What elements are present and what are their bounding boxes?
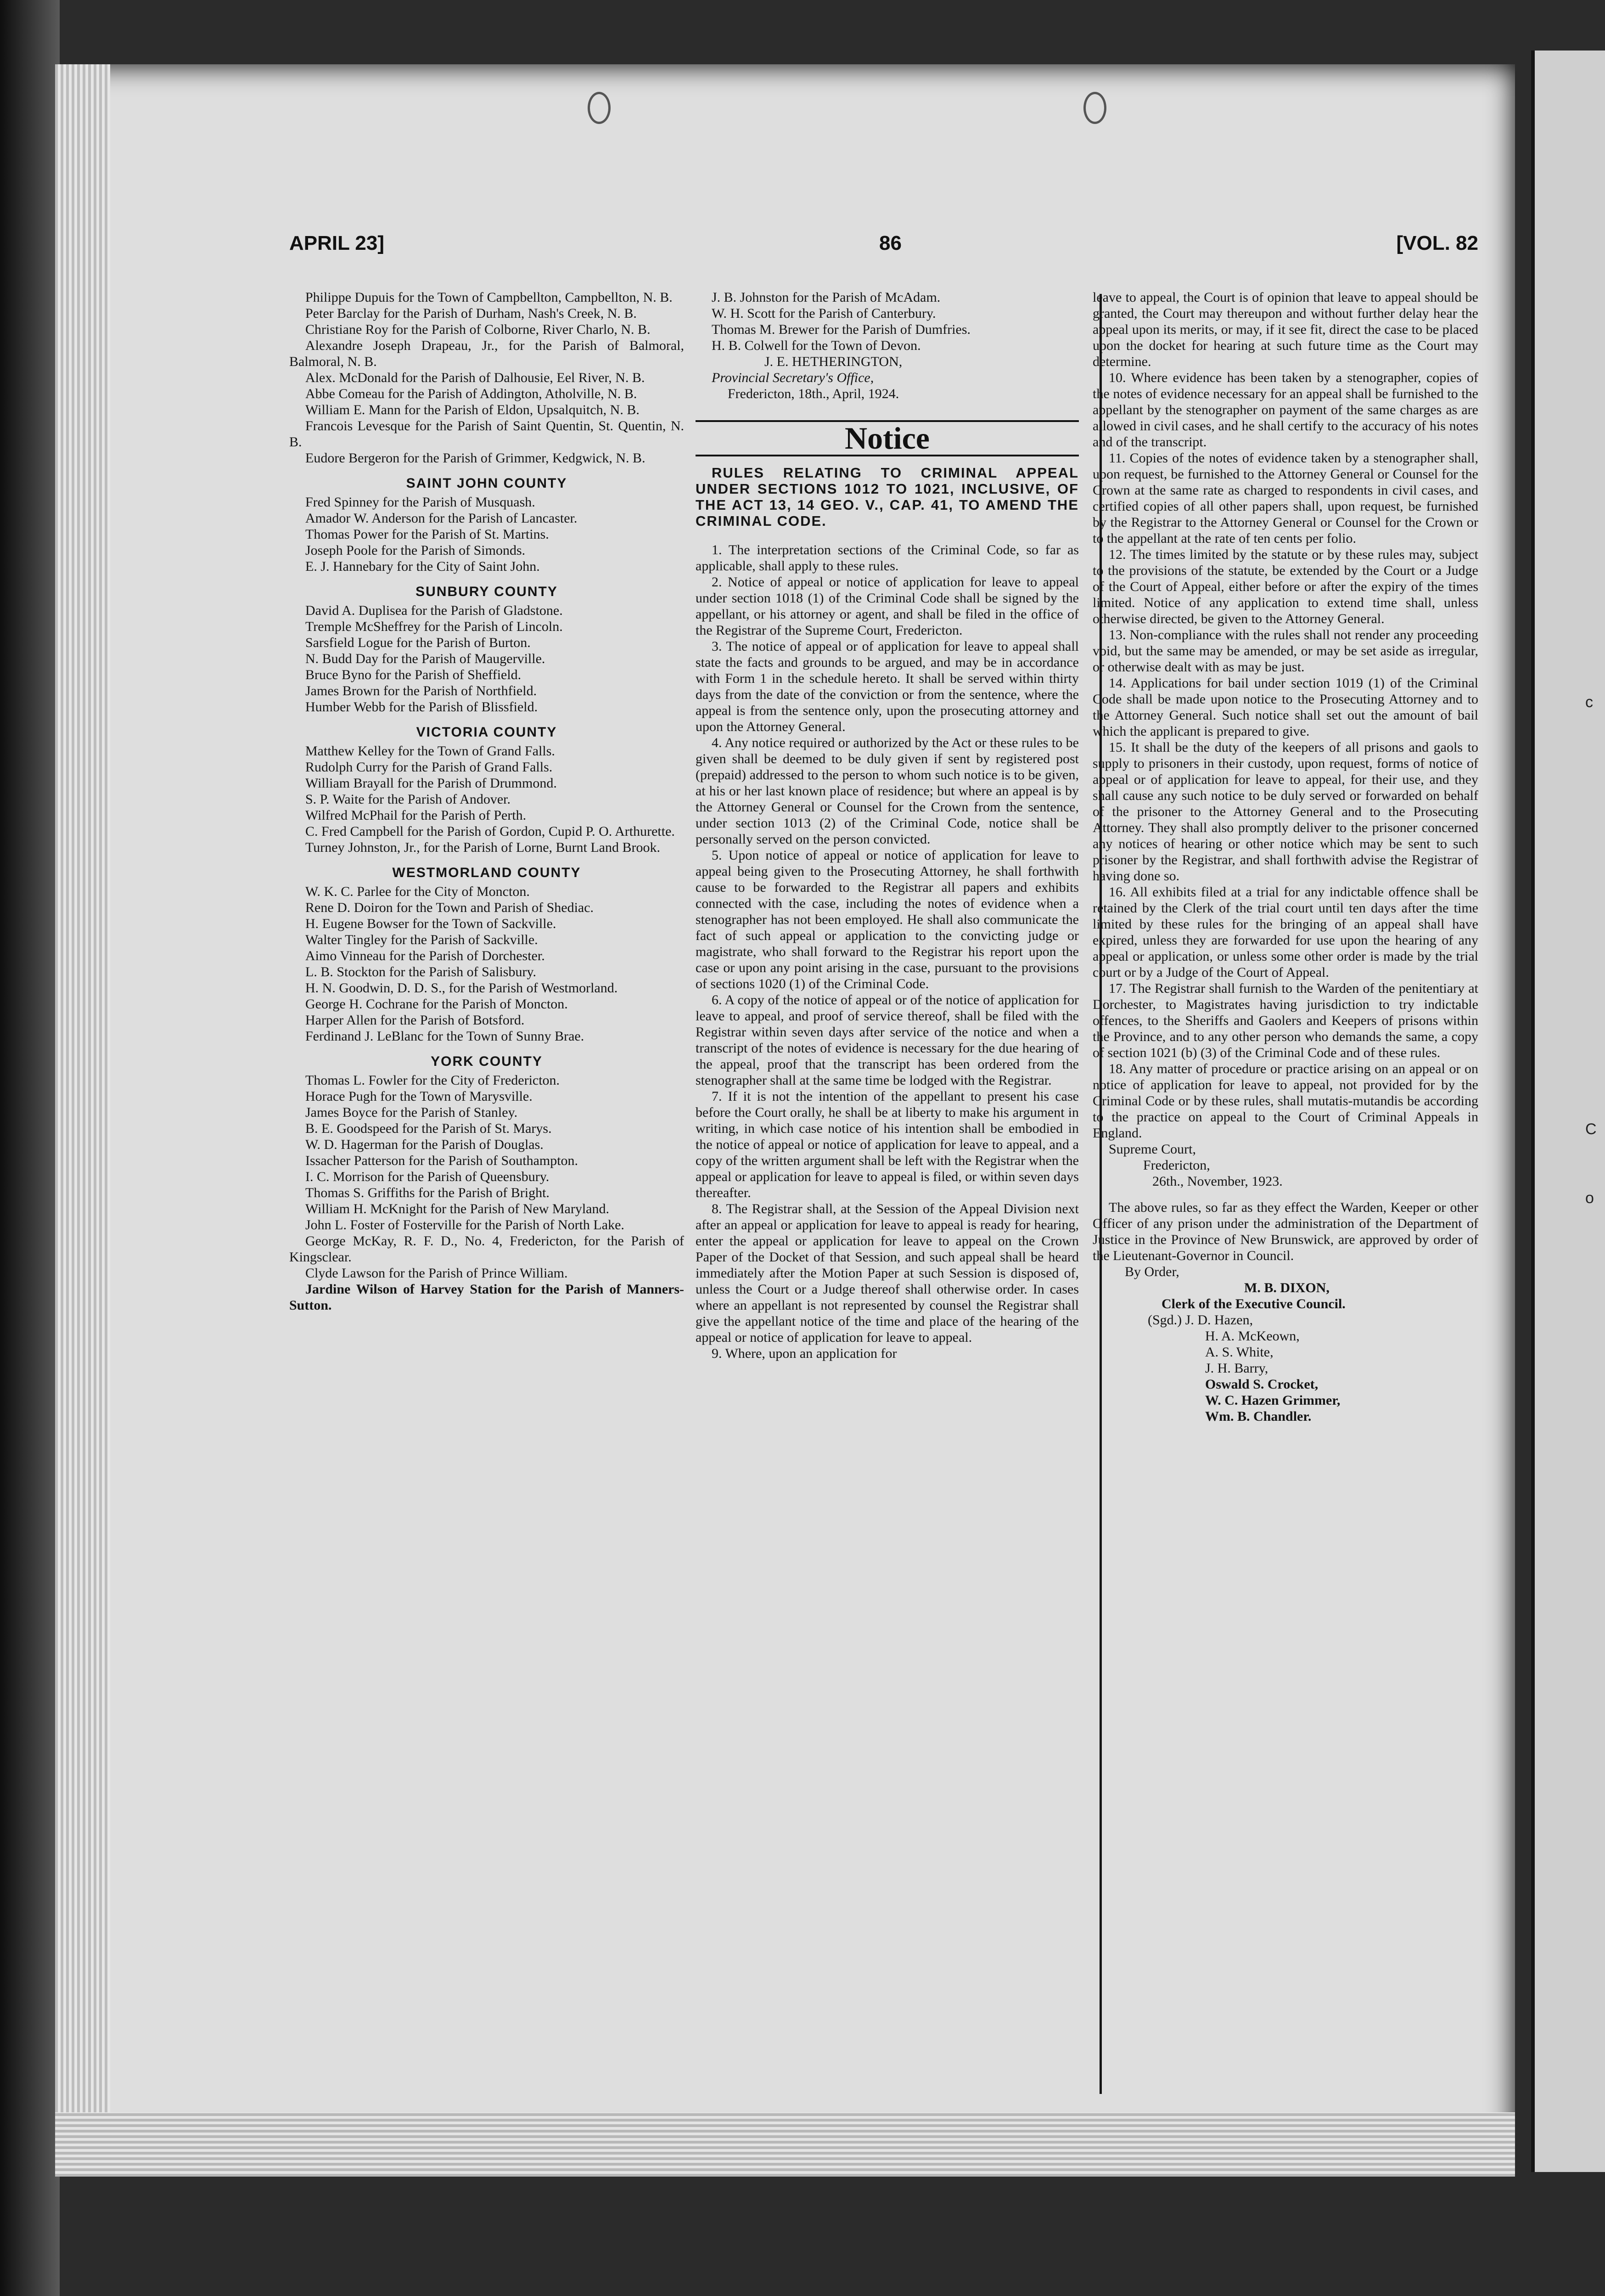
appointment-entry: Clyde Lawson for the Parish of Prince William.: [305, 1266, 568, 1281]
page-stack-bottom: [55, 2112, 1515, 2177]
rule-paragraph: 12. The times limited by the statute or by these rules may, subject to the provisions of the statute, be extended by the Court or a Judge of the Court of Appeal, either before or after the expiry of the times limited. Notice of any application to extend time shall, unless otherwise directed, be given to the Attorney General.: [1093, 547, 1478, 626]
appointment-entry: L. B. Stockton for the Parish of Salisbury.: [305, 964, 537, 979]
clerk-title: Clerk of the Executive Council.: [1162, 1296, 1346, 1311]
appointment-entry: Peter Barclay for the Parish of Durham, Nash's Creek, N. B.: [305, 306, 637, 321]
appointment-entry: W. H. Scott for the Parish of Canterbury.: [712, 306, 936, 321]
signatory: Wm. B. Chandler.: [1205, 1409, 1312, 1424]
facing-page-glyph: o: [1585, 1189, 1594, 1207]
rule-paragraph: 18. Any matter of procedure or practice arising on an appeal or on notice of application for leave to appeal, not provided for by the Criminal Code or by these rules, shall mutatis-mutandis be according to the practice on appeal to the Court of Criminal Appeals in England.: [1093, 1061, 1478, 1141]
county-heading: SUNBURY COUNTY: [415, 584, 558, 599]
appointment-entry: Horace Pugh for the Town of Marysville.: [305, 1089, 533, 1104]
appointment-entry: Abbe Comeau for the Parish of Addington, Atholville, N. B.: [305, 386, 637, 401]
binding-hole: [588, 92, 611, 124]
appointment-entry: H. N. Goodwin, D. D. S., for the Parish of Westmorland.: [305, 980, 618, 996]
header-date: APRIL 23]: [289, 232, 385, 254]
appointment-entry: Wilfred McPhail for the Parish of Perth.: [305, 808, 527, 823]
page-header: [289, 232, 1478, 264]
appointment-entry: Thomas L. Fowler for the City of Fredericton.: [305, 1073, 560, 1088]
appointment-entry: Matthew Kelley for the Town of Grand Falls.: [305, 743, 555, 759]
signatory: H. A. McKeown,: [1205, 1328, 1300, 1344]
rule-paragraph: 17. The Registrar shall furnish to the Warden of the penitentiary at Dorchester, to Magistrates having jurisdiction to try indictable offences, to the Sheriffs and Gaolers and Keepers of prisons within the Province, and to any other person who demands the same, a copy of section 1021 (b) (3) of the Criminal Code and of these rules.: [1093, 981, 1478, 1060]
signoff-name: J. E. HETHERINGTON,: [764, 354, 903, 369]
rule-paragraph-continued: leave to appeal, the Court is of opinion that leave to appeal should be granted, the Court may thereupon and without further delay hear the appeal upon its merits, or may, if it see fit, direct the case to be placed upon the docket for hearing at such future time as the Court may determine.: [1093, 290, 1478, 369]
column-3: [1093, 289, 1478, 1424]
appointment-entry: James Boyce for the Parish of Stanley.: [305, 1105, 518, 1120]
appointment-entry: Harper Allen for the Parish of Botsford.: [305, 1013, 525, 1028]
county-heading: YORK COUNTY: [431, 1054, 543, 1069]
rule-paragraph: 2. Notice of appeal or notice of application for leave to appeal under section 1018 (1) of the Criminal Code shall be signed by the appellant, or his attorney or agent, and shall be filed in the office of the Registrar of the Supreme Court, Fredericton.: [696, 574, 1079, 638]
signatory: Oswald S. Crocket,: [1205, 1377, 1319, 1392]
county-heading: SAINT JOHN COUNTY: [406, 476, 567, 491]
appointment-entry: John L. Foster of Fosterville for the Parish of North Lake.: [305, 1217, 624, 1232]
rule-paragraph: 15. It shall be the duty of the keepers of all prisons and gaols to supply to prisoners in their custody, upon request, forms of notice of appeal or of application for leave to appeal, for their use, and they shall cause any such notice to be duly served or forwarded on behalf of the prisoner to the Attorney General and to the Prosecuting Attorney. They shall also promptly deliver to the prisoner concerned any notices of hearing or other notice which may be sent to such prisoner by the Registrar, and shall forthwith advise the Registrar of having done so.: [1093, 740, 1478, 884]
page-stack-edge: [55, 64, 110, 2177]
rule-paragraph: 3. The notice of appeal or of application for leave to appeal shall state the facts and grounds to be argued, and may be in accordance with Form 1 in the schedule hereto. It shall be served within thirty days from the date of the conviction or from the sentence, where the appeal is from the sentence only, upon the prosecuting attorney and upon the Attorney General.: [696, 639, 1079, 734]
rule-paragraph: 13. Non-compliance with the rules shall not render any proceeding void, but the same may be amended, or may be set aside as irregular, or otherwise dealt with as may be just.: [1093, 627, 1478, 675]
appointment-entry: Humber Webb for the Parish of Blissfield.: [305, 699, 538, 715]
appointment-entry: William Brayall for the Parish of Drummond.: [305, 776, 557, 791]
appointment-entry: C. Fred Campbell for the Parish of Gordon, Cupid P. O. Arthurette.: [305, 824, 675, 839]
appointment-entry: James Brown for the Parish of Northfield.: [305, 683, 537, 698]
appointment-entry: J. B. Johnston for the Parish of McAdam.: [712, 290, 941, 305]
signoff-office: Provincial Secretary's Office,: [712, 370, 874, 385]
county-heading: WESTMORLAND COUNTY: [392, 865, 581, 880]
appointment-entry: Rudolph Curry for the Parish of Grand Falls.: [305, 760, 553, 775]
appointment-entry: W. D. Hagerman for the Parish of Douglas.: [305, 1137, 544, 1152]
column-2: [696, 289, 1079, 1362]
signoff-date: Fredericton, 18th., April, 1924.: [728, 386, 899, 401]
appointment-entry: Alexandre Joseph Drapeau, Jr., for the Parish of Balmoral, Balmoral, N. B.: [289, 338, 684, 369]
rule-paragraph: 7. If it is not the intention of the appellant to present his case before the Court orally, he shall be at liberty to make his argument in writing, in which case notice of his intention shall be embodied in the notice of appeal or notice of application for leave to appeal, and a copy of the written argument shall be left with the Registrar when the appeal or application for leave to appeal is filed, or within seven days thereafter.: [696, 1089, 1079, 1200]
approval-paragraph: The above rules, so far as they effect the Warden, Keeper or other Officer of any prison under the administration of the Department of Justice in the Province of New Brunswick, are approved by order of the Lieutenant-Governor in Council.: [1093, 1200, 1478, 1263]
appointment-entry: I. C. Morrison for the Parish of Queensbury.: [305, 1169, 550, 1184]
appointment-entry: Thomas M. Brewer for the Parish of Dumfries.: [712, 322, 971, 337]
appointment-entry: Alex. McDonald for the Parish of Dalhousie, Eel River, N. B.: [305, 370, 645, 385]
page-number: 86: [879, 232, 902, 254]
rule-paragraph: 16. All exhibits filed at a trial for any indictable offence shall be retained by the Clerk of the trial court until ten days after the time limited by these rules for the bringing of an appeal shall have expired, unless they are forwarded for use upon the hearing of any appeal or application, or unless some other order is made by the trial court or by a Judge of the Court of Appeal.: [1093, 884, 1478, 980]
header-volume: [VOL. 82: [1396, 232, 1478, 254]
rule-paragraph: 11. Copies of the notes of evidence taken by a stenographer shall, upon request, be furnished to the Attorney General or Counsel for the Crown at the same rate as charged to respondents in civil cases, and certified copies of all other papers shall, upon request, be furnished by the Registrar to the Attorney General or Counsel for the Crown or to the appellant at the rate of ten cents per folio.: [1093, 450, 1478, 546]
appointment-entry: Aimo Vinneau for the Parish of Dorchester.: [305, 948, 545, 963]
appointment-entry: H. B. Colwell for the Town of Devon.: [712, 338, 921, 353]
appointment-entry: Fred Spinney for the Parish of Musquash.: [305, 495, 535, 510]
rule-paragraph: 8. The Registrar shall, at the Session of the Appeal Division next after an appeal or application for leave to appeal is ready for hearing, enter the appeal or application for leave to appeal on the Crown Paper of the Docket of that Session, and such appeal shall be heard immediately after the Motion Paper at such Session is disposed of, unless the Court or a Judge thereof shall otherwise order. In cases where an appellant is not represented by counsel the Registrar shall give the appellant notice of the time and place of the hearing of the appeal or notice of application for leave to appeal.: [696, 1201, 1079, 1345]
appointment-entry: Thomas S. Griffiths for the Parish of Bright.: [305, 1185, 550, 1200]
facing-page-glyph: C: [1585, 1120, 1597, 1138]
appointment-entry: Thomas Power for the Parish of St. Martins.: [305, 527, 549, 542]
rule-paragraph: 14. Applications for bail under section 1019 (1) of the Criminal Code shall be made upon notice to the Prosecuting Attorney and to the Attorney General. Such notice shall set out the amount of bail which the applicant is prepared to give.: [1093, 675, 1478, 739]
appointment-entry: H. Eugene Bowser for the Town of Sackville.: [305, 916, 556, 931]
binding-hole: [1083, 92, 1106, 124]
appointment-entry: Sarsfield Logue for the Parish of Burton.: [305, 635, 531, 650]
book-spine: [0, 0, 60, 2296]
signatory: J. H. Barry,: [1205, 1361, 1268, 1376]
appointment-entry: Christiane Roy for the Parish of Colborne, River Charlo, N. B.: [305, 322, 651, 337]
appointment-entry: Amador W. Anderson for the Parish of Lancaster.: [305, 511, 578, 526]
appointment-entry: S. P. Waite for the Parish of Andover.: [305, 792, 511, 807]
clerk-name: M. B. DIXON,: [1244, 1280, 1330, 1295]
appointment-entry: Turney Johnston, Jr., for the Parish of Lorne, Burnt Land Brook.: [305, 840, 660, 855]
appointment-entry: Bruce Byno for the Parish of Sheffield.: [305, 667, 522, 682]
signatory: A. S. White,: [1205, 1345, 1274, 1360]
appointment-entry: N. Budd Day for the Parish of Maugerville.: [305, 651, 545, 666]
facing-page-edge: [1531, 51, 1605, 2172]
appointment-entry: W. K. C. Parlee for the City of Moncton.: [305, 884, 530, 899]
appointment-entry: E. J. Hannebary for the City of Saint John.: [305, 559, 540, 574]
rule-paragraph: 9. Where, upon an application for: [712, 1346, 897, 1361]
appointment-entry: Joseph Poole for the Parish of Simonds.: [305, 543, 526, 558]
rule-paragraph: 10. Where evidence has been taken by a stenographer, copies of the notes of evidence necessary for an appeal shall be furnished to the appellant by the stenographer on payment of the same charges as are allowed in civil cases, and he shall certify to the accuracy of his notes and of the transcript.: [1093, 370, 1478, 450]
appointment-entry: Tremple McSheffrey for the Parish of Lincoln.: [305, 619, 563, 634]
rule-paragraph: 4. Any notice required or authorized by the Act or these rules to be given shall be deemed to be duly given if sent by registered post (prepaid) addressed to the person to whom such notice is to be given, at his or her last known place of residence; but where an appeal is by the Attorney General or Counsel for the Crown from the sentence, under section 1013 (2) of the Criminal Code, notice shall be personally served on the person convicted.: [696, 735, 1079, 847]
signatory: W. C. Hazen Grimmer,: [1205, 1393, 1341, 1408]
appointment-entry: David A. Duplisea for the Parish of Gladstone.: [305, 603, 563, 618]
county-heading: VICTORIA COUNTY: [416, 725, 557, 740]
court-signoff-date: 26th., November, 1923.: [1152, 1174, 1283, 1189]
appointment-entry: William E. Mann for the Parish of Eldon, Upsalquitch, N. B.: [305, 402, 640, 417]
appointment-entry: B. E. Goodspeed for the Parish of St. Marys.: [305, 1121, 552, 1136]
notice-title: Notice: [844, 421, 930, 456]
appointment-entry: George McKay, R. F. D., No. 4, Fredericton, for the Parish of Kingsclear.: [289, 1233, 684, 1265]
appointment-entry: Rene D. Doiron for the Town and Parish of Shediac.: [305, 900, 594, 915]
signatory: (Sgd.) J. D. Hazen,: [1148, 1312, 1253, 1328]
appointment-entry: Francois Levesque for the Parish of Saint Quentin, St. Quentin, N. B.: [289, 418, 684, 450]
appointment-entry: Ferdinand J. LeBlanc for the Town of Sunny Brae.: [305, 1029, 584, 1044]
by-order: By Order,: [1125, 1264, 1179, 1279]
appointment-entry: Walter Tingley for the Parish of Sackville.: [305, 932, 538, 947]
column-1: [289, 289, 684, 1313]
rule-paragraph: 1. The interpretation sections of the Criminal Code, so far as applicable, shall apply to these rules.: [696, 542, 1079, 574]
appointment-entry: Eudore Bergeron for the Parish of Grimmer, Kedgwick, N. B.: [305, 450, 645, 466]
court-signoff-place: Fredericton,: [1143, 1158, 1210, 1173]
appointment-entry: Issacher Patterson for the Parish of Southampton.: [305, 1153, 578, 1168]
appointment-entry: Philippe Dupuis for the Town of Campbellton, Campbellton, N. B.: [305, 290, 673, 305]
appointment-entry: William H. McKnight for the Parish of New Maryland.: [305, 1201, 609, 1216]
facing-page-glyph: c: [1585, 693, 1593, 711]
appointment-entry: George H. Cochrane for the Parish of Moncton.: [305, 996, 568, 1012]
appointment-entry: Jardine Wilson of Harvey Station for the Parish of Manners-Sutton.: [289, 1282, 684, 1313]
court-signoff: Supreme Court,: [1109, 1142, 1196, 1157]
rule-paragraph: 6. A copy of the notice of appeal or of the notice of application for leave to appeal, and proof of service thereof, shall be filed with the Registrar within seven days after service of the notice and when a transcript of the notes of evidence is necessary for the due hearing of the appeal, proof that the transcript has been ordered from the stenographer shall at the same time be lodged with the Registrar.: [696, 992, 1079, 1088]
rule-paragraph: 5. Upon notice of appeal or notice of application for leave to appeal being given to the Prosecuting Attorney, he shall forthwith cause to be forwarded to the Registrar all papers and exhibits connected with the case, including the notes of evidence when a stenographer has not been employed. He shall also communicate the fact of such appeal or application to the convicting judge or magistrate, who shall forward to the Registrar his report upon the case or upon any point arising in the case, pursuant to the provisions of sections 1020 (1) of the Criminal Code.: [696, 848, 1079, 991]
rules-heading: RULES RELATING TO CRIMINAL APPEAL UNDER SECTIONS 1012 TO 1021, INCLUSIVE, OF THE ACT 13, 14 GEO. V., CAP. 41, TO AMEND THE CRIMINAL CODE.: [696, 465, 1079, 529]
